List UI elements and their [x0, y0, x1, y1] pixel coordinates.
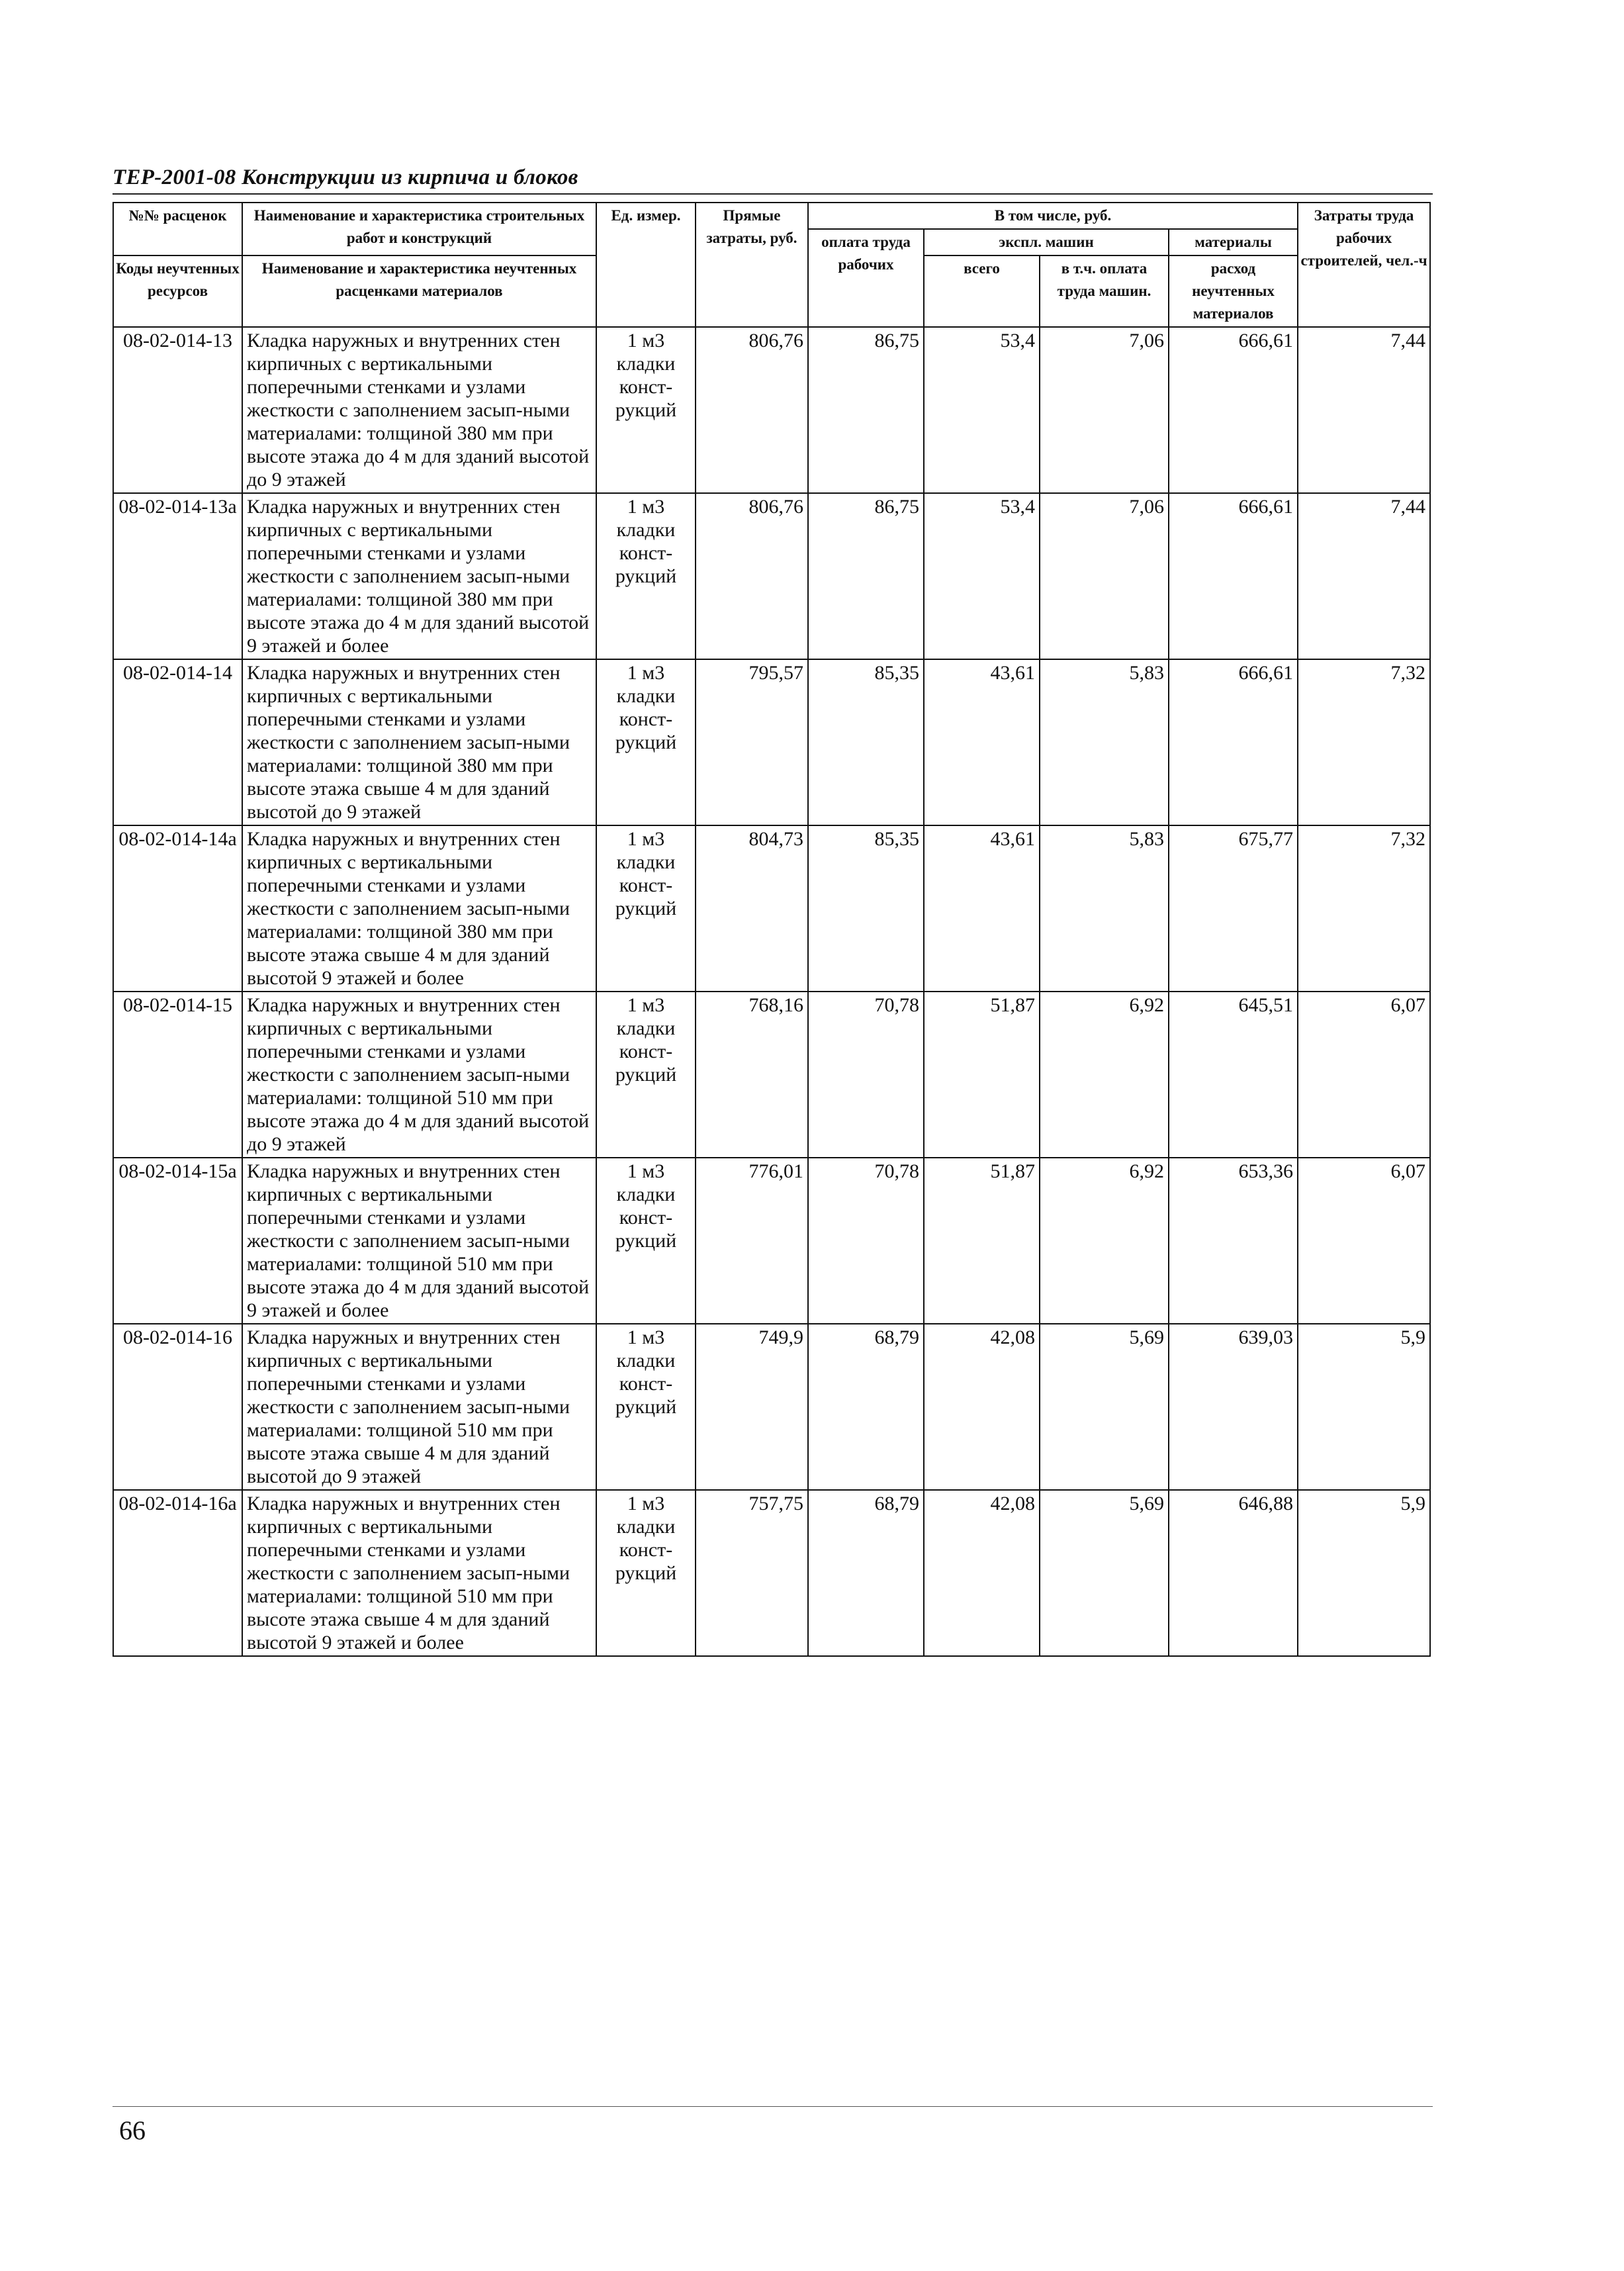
labor-costs: 7,44: [1298, 327, 1430, 493]
materials: 666,61: [1169, 327, 1298, 493]
direct-costs: 757,75: [696, 1490, 808, 1656]
header-labor-costs: Затраты труда рабочих строителей, чел.-ч: [1298, 203, 1430, 327]
header-materials-group: материалы: [1169, 229, 1298, 255]
table-body: [113, 327, 1430, 1656]
direct-costs: 776,01: [696, 1158, 808, 1324]
header-including-group: В том числе, руб.: [808, 203, 1298, 229]
worker-pay: 68,79: [808, 1324, 924, 1490]
direct-costs: 768,16: [696, 992, 808, 1158]
unit: 1 м3 кладки конст-рукций: [596, 659, 696, 825]
work-description: Кладка наружных и внутренних стен кирпичных с вертикальными поперечными стенками и узлами жесткости с заполнением засып-ными материалами: толщиной 380 мм при высоте этажа свыше 4 м для зданий высотой 9 этажей и более: [242, 825, 596, 992]
rate-code: 08-02-014-15а: [113, 1158, 242, 1324]
labor-costs: 5,9: [1298, 1490, 1430, 1656]
header-machines-group: экспл. машин: [924, 229, 1169, 255]
unit: 1 м3 кладки конст-рукций: [596, 1158, 696, 1324]
machines-total: 53,4: [924, 493, 1040, 659]
header-name-bottom: Наименование и характеристика неучтенных расценками материалов: [242, 255, 596, 327]
table-header: [113, 203, 1430, 327]
materials: 645,51: [1169, 992, 1298, 1158]
table-row: [113, 493, 1430, 659]
header-machines-total: всего: [924, 255, 1040, 327]
materials: 666,61: [1169, 493, 1298, 659]
table-row: [113, 327, 1430, 493]
machines-pay: 5,83: [1040, 825, 1169, 992]
unit: 1 м3 кладки конст-рукций: [596, 493, 696, 659]
worker-pay: 70,78: [808, 992, 924, 1158]
rate-code: 08-02-014-15: [113, 992, 242, 1158]
direct-costs: 804,73: [696, 825, 808, 992]
machines-total: 51,87: [924, 992, 1040, 1158]
rate-code: 08-02-014-16: [113, 1324, 242, 1490]
machines-pay: 6,92: [1040, 992, 1169, 1158]
header-rule: [113, 193, 1433, 195]
worker-pay: 68,79: [808, 1490, 924, 1656]
page-number: 66: [119, 2115, 146, 2145]
unit: 1 м3 кладки конст-рукций: [596, 992, 696, 1158]
direct-costs: 749,9: [696, 1324, 808, 1490]
direct-costs: 806,76: [696, 327, 808, 493]
materials: 639,03: [1169, 1324, 1298, 1490]
machines-pay: 7,06: [1040, 327, 1169, 493]
table-row: [113, 1324, 1430, 1490]
worker-pay: 85,35: [808, 659, 924, 825]
direct-costs: 795,57: [696, 659, 808, 825]
rate-code: 08-02-014-14: [113, 659, 242, 825]
work-description: Кладка наружных и внутренних стен кирпичных с вертикальными поперечными стенками и узлами жесткости с заполнением засып-ными материалами: толщиной 380 мм при высоте этажа до 4 м для зданий высотой до 9 этажей: [242, 327, 596, 493]
header-machines-pay: в т.ч. оплата труда машин.: [1040, 255, 1169, 327]
footer-rule: [113, 2106, 1433, 2107]
table-row: [113, 659, 1430, 825]
header-direct-costs: Прямые затраты, руб.: [696, 203, 808, 327]
header-name-top: Наименование и характеристика строительных работ и конструкций: [242, 203, 596, 255]
machines-total: 42,08: [924, 1490, 1040, 1656]
machines-pay: 6,92: [1040, 1158, 1169, 1324]
worker-pay: 86,75: [808, 327, 924, 493]
worker-pay: 70,78: [808, 1158, 924, 1324]
unit: 1 м3 кладки конст-рукций: [596, 1324, 696, 1490]
direct-costs: 806,76: [696, 493, 808, 659]
header-unit: Ед. измер.: [596, 203, 696, 327]
work-description: Кладка наружных и внутренних стен кирпичных с вертикальными поперечными стенками и узлами жесткости с заполнением засып-ными материалами: толщиной 380 мм при высоте этажа свыше 4 м для зданий высотой до 9 этажей: [242, 659, 596, 825]
labor-costs: 6,07: [1298, 1158, 1430, 1324]
table-row: [113, 1490, 1430, 1656]
materials: 653,36: [1169, 1158, 1298, 1324]
machines-pay: 7,06: [1040, 493, 1169, 659]
work-description: Кладка наружных и внутренних стен кирпичных с вертикальными поперечными стенками и узлами жесткости с заполнением засып-ными материалами: толщиной 510 мм при высоте этажа до 4 м для зданий высотой 9 этажей и более: [242, 1158, 596, 1324]
work-description: Кладка наружных и внутренних стен кирпичных с вертикальными поперечными стенками и узлами жесткости с заполнением засып-ными материалами: толщиной 380 мм при высоте этажа до 4 м для зданий высотой 9 этажей и более: [242, 493, 596, 659]
machines-total: 42,08: [924, 1324, 1040, 1490]
machines-pay: 5,83: [1040, 659, 1169, 825]
header-worker-pay: оплата труда рабочих: [808, 229, 924, 327]
worker-pay: 85,35: [808, 825, 924, 992]
table-row: [113, 1158, 1430, 1324]
rate-code: 08-02-014-13: [113, 327, 242, 493]
worker-pay: 86,75: [808, 493, 924, 659]
table-row: [113, 992, 1430, 1158]
header-code-top: №№ расценок: [113, 203, 242, 255]
work-description: Кладка наружных и внутренних стен кирпичных с вертикальными поперечными стенками и узлами жесткости с заполнением засып-ными материалами: толщиной 510 мм при высоте этажа до 4 м для зданий высотой до 9 этажей: [242, 992, 596, 1158]
rate-code: 08-02-014-13а: [113, 493, 242, 659]
machines-total: 51,87: [924, 1158, 1040, 1324]
unit: 1 м3 кладки конст-рукций: [596, 327, 696, 493]
labor-costs: 5,9: [1298, 1324, 1430, 1490]
unit: 1 м3 кладки конст-рукций: [596, 1490, 696, 1656]
header-code-bottom: Коды неучтенных ресурсов: [113, 255, 242, 327]
materials: 666,61: [1169, 659, 1298, 825]
materials: 646,88: [1169, 1490, 1298, 1656]
labor-costs: 6,07: [1298, 992, 1430, 1158]
machines-pay: 5,69: [1040, 1490, 1169, 1656]
rate-code: 08-02-014-14а: [113, 825, 242, 992]
machines-total: 43,61: [924, 825, 1040, 992]
labor-costs: 7,44: [1298, 493, 1430, 659]
labor-costs: 7,32: [1298, 825, 1430, 992]
work-description: Кладка наружных и внутренних стен кирпичных с вертикальными поперечными стенками и узлами жесткости с заполнением засып-ными материалами: толщиной 510 мм при высоте этажа свыше 4 м для зданий высотой до 9 этажей: [242, 1324, 596, 1490]
page-header-title: ТЕР-2001-08 Конструкции из кирпича и блоков: [113, 165, 578, 189]
work-description: Кладка наружных и внутренних стен кирпичных с вертикальными поперечными стенками и узлами жесткости с заполнением засып-ными материалами: толщиной 510 мм при высоте этажа свыше 4 м для зданий высотой 9 этажей и более: [242, 1490, 596, 1656]
materials: 675,77: [1169, 825, 1298, 992]
rate-code: 08-02-014-16а: [113, 1490, 242, 1656]
machines-pay: 5,69: [1040, 1324, 1169, 1490]
unit: 1 м3 кладки конст-рукций: [596, 825, 696, 992]
header-materials-consumption: расход неучтенных материалов: [1169, 255, 1298, 327]
labor-costs: 7,32: [1298, 659, 1430, 825]
machines-total: 43,61: [924, 659, 1040, 825]
machines-total: 53,4: [924, 327, 1040, 493]
table-row: [113, 825, 1430, 992]
rates-table: [113, 202, 1431, 1657]
